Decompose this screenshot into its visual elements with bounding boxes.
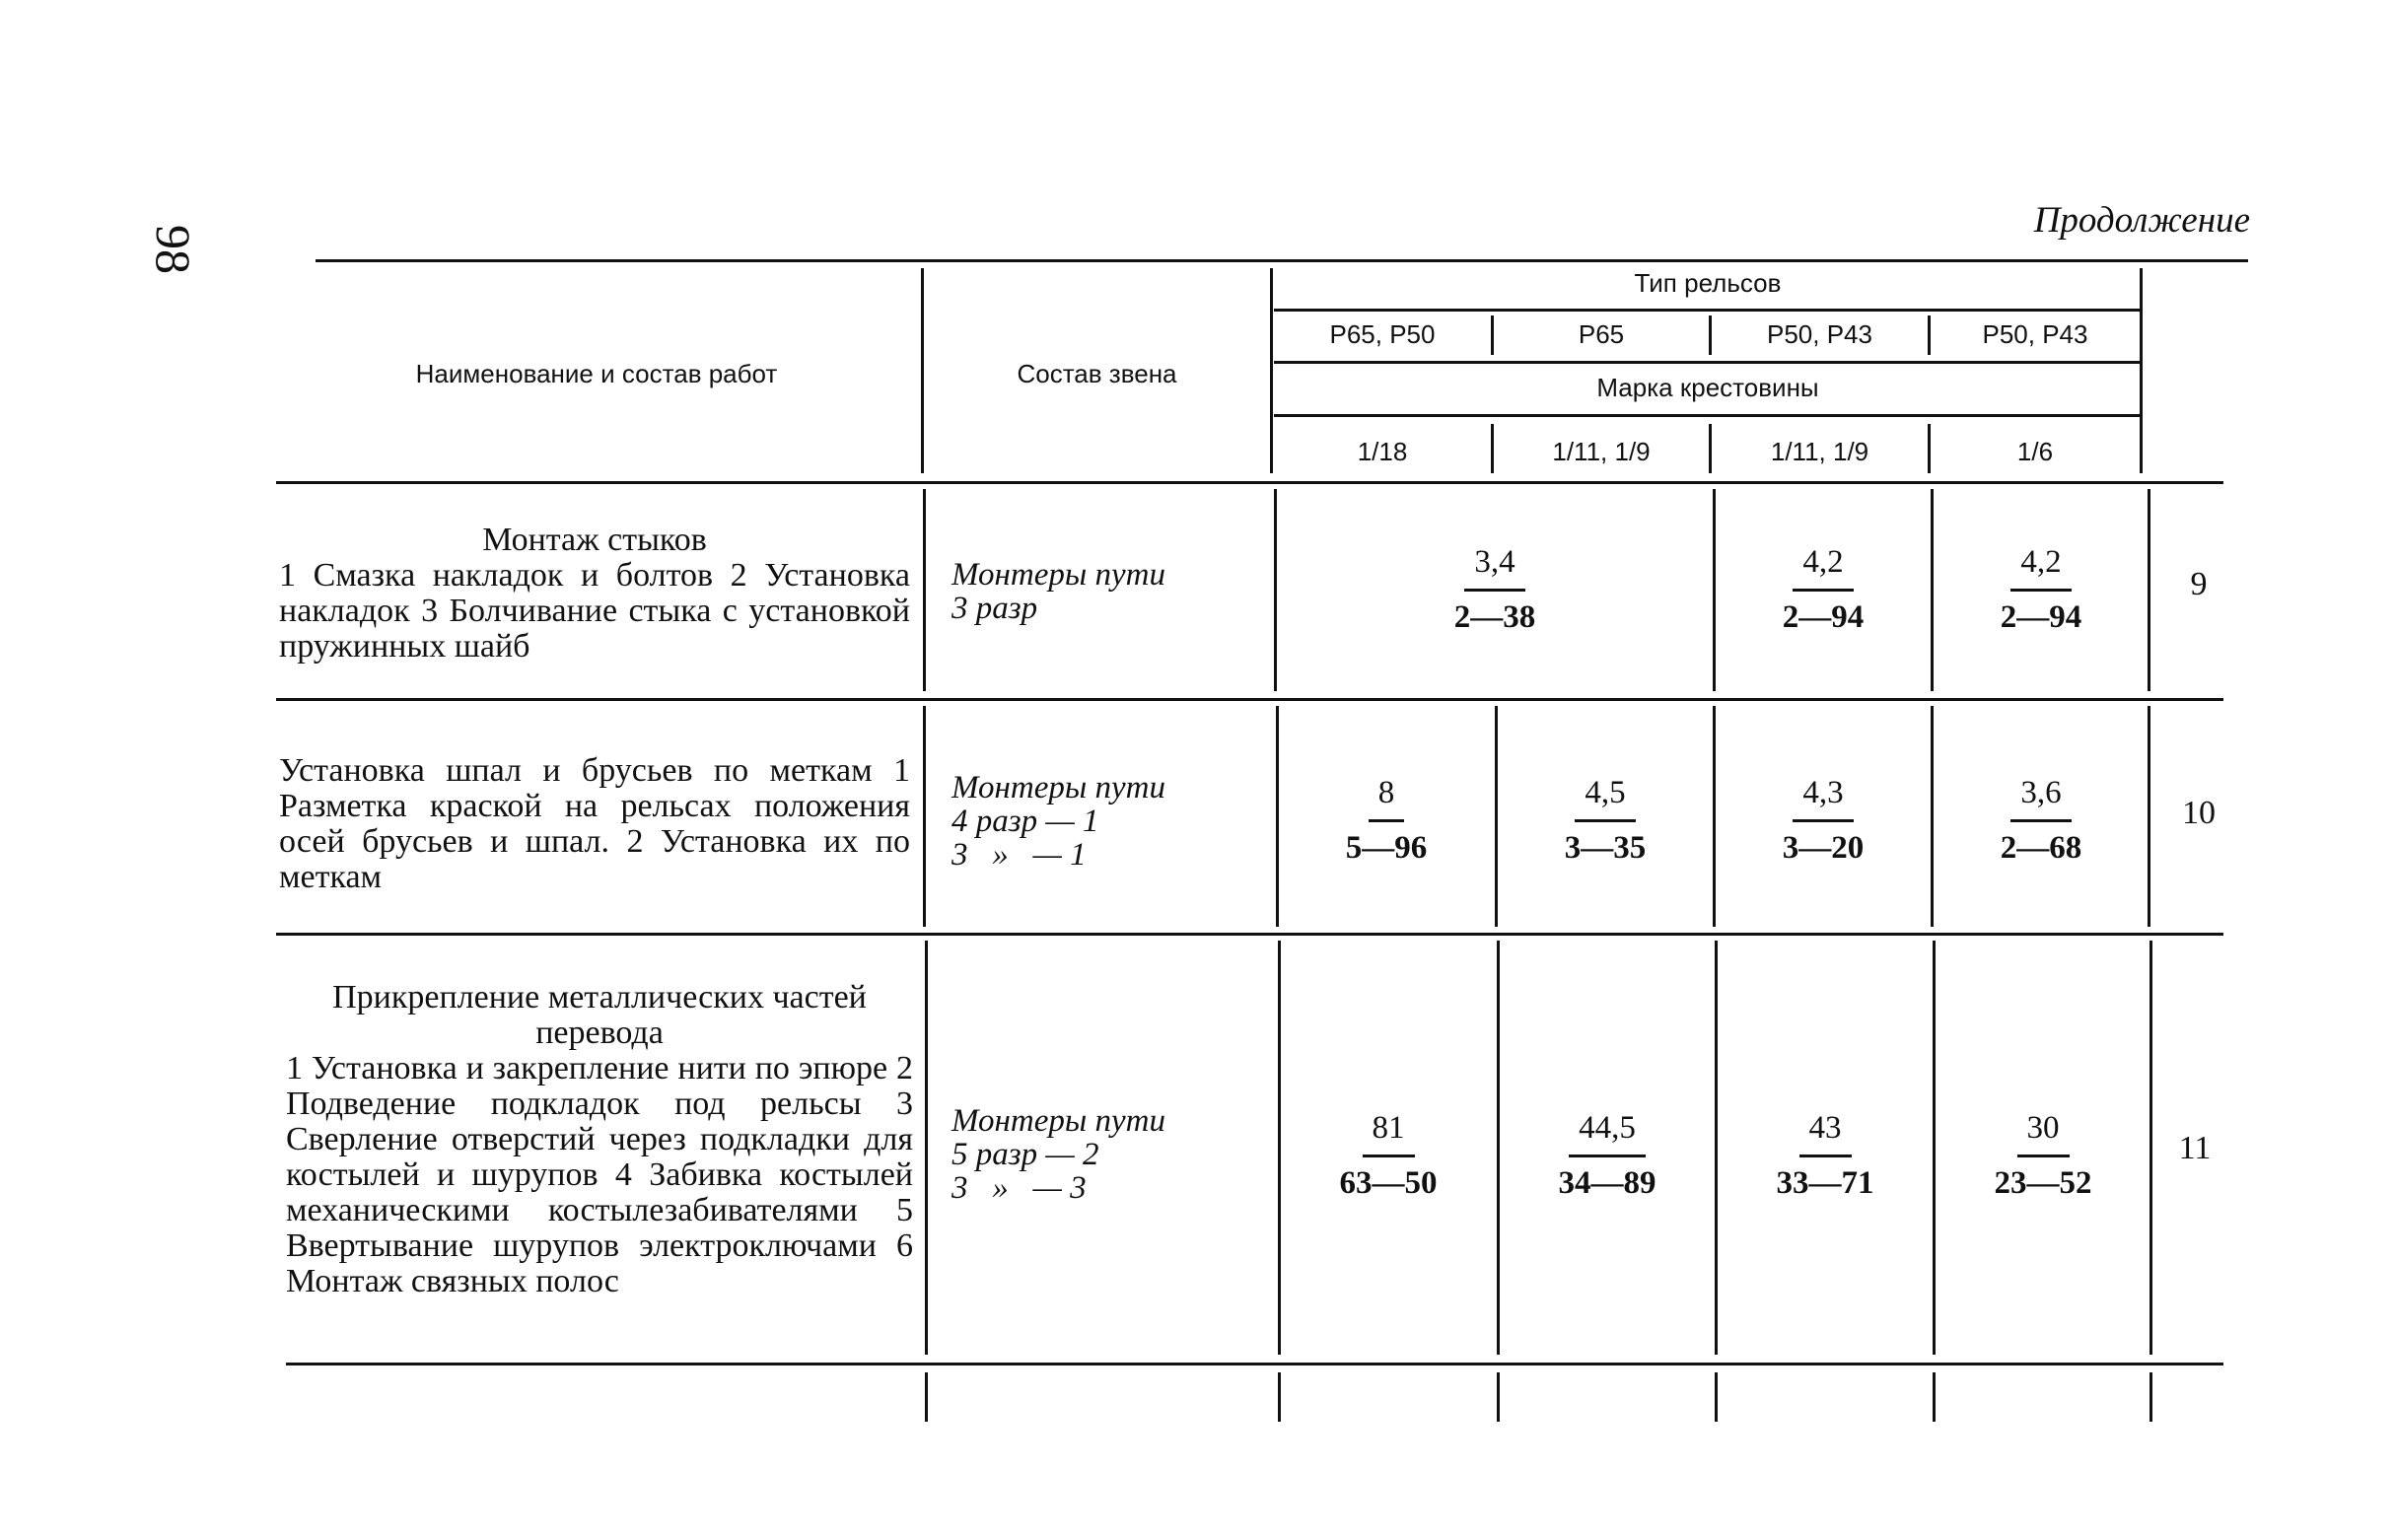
time-norm: 4,5 xyxy=(1575,775,1635,822)
header-frog-mark: 1/11, 1/9 xyxy=(1770,437,1869,466)
norm-value xyxy=(1282,1110,1495,1202)
row-divider xyxy=(1274,489,1277,691)
row-divider xyxy=(1278,1372,1281,1422)
work-title: Прикрепление металлических частей перевода xyxy=(332,979,867,1051)
price-rate: 2—94 xyxy=(1782,599,1865,635)
norm-value xyxy=(1935,775,2148,867)
work-body: 1 Установка и закрепление нити по эпюре 2 Подведение подкладок под рельсы 3 Сверление отверстий через подкладки для костылей и шурупов 4 Забивка костылей механическими костылезабивателями 5 Ввертывание шурупов электроключами 6 Монтаж связных полос xyxy=(286,1050,913,1299)
time-norm: 4,2 xyxy=(2010,544,2071,592)
price-rate: 3—35 xyxy=(1564,830,1647,866)
row-divider xyxy=(1497,941,1500,1355)
header-frog-mark: 1/6 xyxy=(2016,437,2054,466)
row-divider xyxy=(1713,706,1716,927)
row-10-bottom-rule xyxy=(276,933,2223,936)
row-divider xyxy=(2148,489,2150,691)
header-rail-type-item: Р50, Р43 xyxy=(1767,319,1872,349)
row-divider xyxy=(923,489,926,691)
row-divider xyxy=(1497,1372,1500,1422)
time-norm: 3,4 xyxy=(1464,544,1524,592)
row-number: 9 xyxy=(2190,566,2208,602)
header-frog-mark: 1/11, 1/9 xyxy=(1552,437,1651,466)
header-rail-type-item: Р65, Р50 xyxy=(1329,319,1436,349)
header-rail-type: Тип рельсов xyxy=(1634,268,1782,298)
row-divider xyxy=(1713,489,1716,691)
row-divider xyxy=(1715,1372,1718,1422)
header-rail-type-item: Р50, Р43 xyxy=(1982,319,2088,349)
row-divider xyxy=(1933,941,1936,1355)
norm-value xyxy=(1278,544,1712,636)
time-norm: 4,2 xyxy=(1793,544,1853,592)
header-divider xyxy=(1270,268,1273,473)
norm-value xyxy=(1719,1110,1932,1202)
work-description xyxy=(279,753,910,895)
price-rate: 63—50 xyxy=(1339,1165,1438,1201)
row-number: 10 xyxy=(2182,795,2216,831)
price-rate: 2—38 xyxy=(1453,599,1536,635)
continued-label: Продолжение xyxy=(2033,200,2250,241)
row-divider xyxy=(1931,706,1934,927)
norm-value xyxy=(1280,775,1493,867)
row-divider xyxy=(1933,1372,1936,1422)
row-9-bottom-rule xyxy=(276,698,2223,701)
crew-composition: Монтеры пути 3 разр xyxy=(951,557,1165,626)
row-number: 11 xyxy=(2178,1130,2212,1166)
page-number: 98 xyxy=(146,225,201,274)
row-divider xyxy=(925,1372,928,1422)
time-norm: 4,3 xyxy=(1793,775,1853,822)
price-rate: 2—94 xyxy=(2000,599,2082,635)
row-11-bottom-rule xyxy=(286,1363,2223,1365)
header-bottom-rule xyxy=(276,481,2223,484)
price-rate: 23—52 xyxy=(1994,1165,2092,1201)
header-divider xyxy=(921,268,924,473)
norm-value xyxy=(1501,1110,1714,1202)
rail-type-rule xyxy=(1274,309,2142,312)
price-rate: 3—20 xyxy=(1782,830,1865,866)
row-divider xyxy=(1715,941,1718,1355)
work-description xyxy=(286,980,913,1299)
time-norm: 8 xyxy=(1369,775,1405,822)
frog-label-rule xyxy=(1274,414,2142,417)
row-divider xyxy=(1276,706,1279,927)
row-divider xyxy=(1495,706,1498,927)
header-frog-label: Марка крестовины xyxy=(1596,373,1819,402)
row-divider xyxy=(2149,1372,2152,1422)
price-rate: 34—89 xyxy=(1558,1165,1656,1201)
work-title: Монтаж стыков xyxy=(482,522,707,558)
row-divider xyxy=(2148,706,2150,927)
header-crew-column: Состав звена xyxy=(1017,359,1177,388)
price-rate: 5—96 xyxy=(1345,830,1428,866)
time-norm: 43 xyxy=(1799,1110,1852,1157)
time-norm: 30 xyxy=(2017,1110,2070,1157)
row-divider xyxy=(923,706,926,927)
row-divider xyxy=(925,941,928,1355)
price-rate: 2—68 xyxy=(2000,830,2082,866)
rail-names-rule xyxy=(1274,361,2142,364)
work-body: Установка шпал и брусьев по меткам 1 Разметка краской на рельсах положения осей брусьев и шпал. 2 Установка их по меткам xyxy=(279,752,910,895)
crew-composition: Монтеры пути 5 разр — 2 3 » — 3 xyxy=(951,1103,1165,1206)
crew-composition: Монтеры пути 4 разр — 1 3 » — 1 xyxy=(951,770,1165,873)
norm-value xyxy=(1937,1110,2149,1202)
header-rail-type-item: Р65 xyxy=(1578,319,1625,349)
row-divider xyxy=(2149,941,2152,1355)
row-divider xyxy=(1278,941,1281,1355)
header-work-column: Наименование и состав работ xyxy=(415,359,778,388)
price-rate: 33—71 xyxy=(1776,1165,1874,1201)
row-divider xyxy=(1931,489,1934,691)
work-body: 1 Смазка накладок и болтов 2 Установка накладок 3 Болчивание стыка с установкой пружинных шайб xyxy=(279,557,910,665)
header-frog-mark: 1/18 xyxy=(1357,437,1408,466)
norm-value xyxy=(1717,775,1930,867)
time-norm: 3,6 xyxy=(2010,775,2071,822)
top-rule xyxy=(316,259,2248,262)
work-description xyxy=(279,523,910,665)
time-norm: 81 xyxy=(1363,1110,1415,1157)
time-norm: 44,5 xyxy=(1569,1110,1646,1157)
header-divider xyxy=(2140,268,2143,473)
norm-value xyxy=(1935,544,2148,636)
norm-value xyxy=(1717,544,1930,636)
norm-value xyxy=(1499,775,1712,867)
